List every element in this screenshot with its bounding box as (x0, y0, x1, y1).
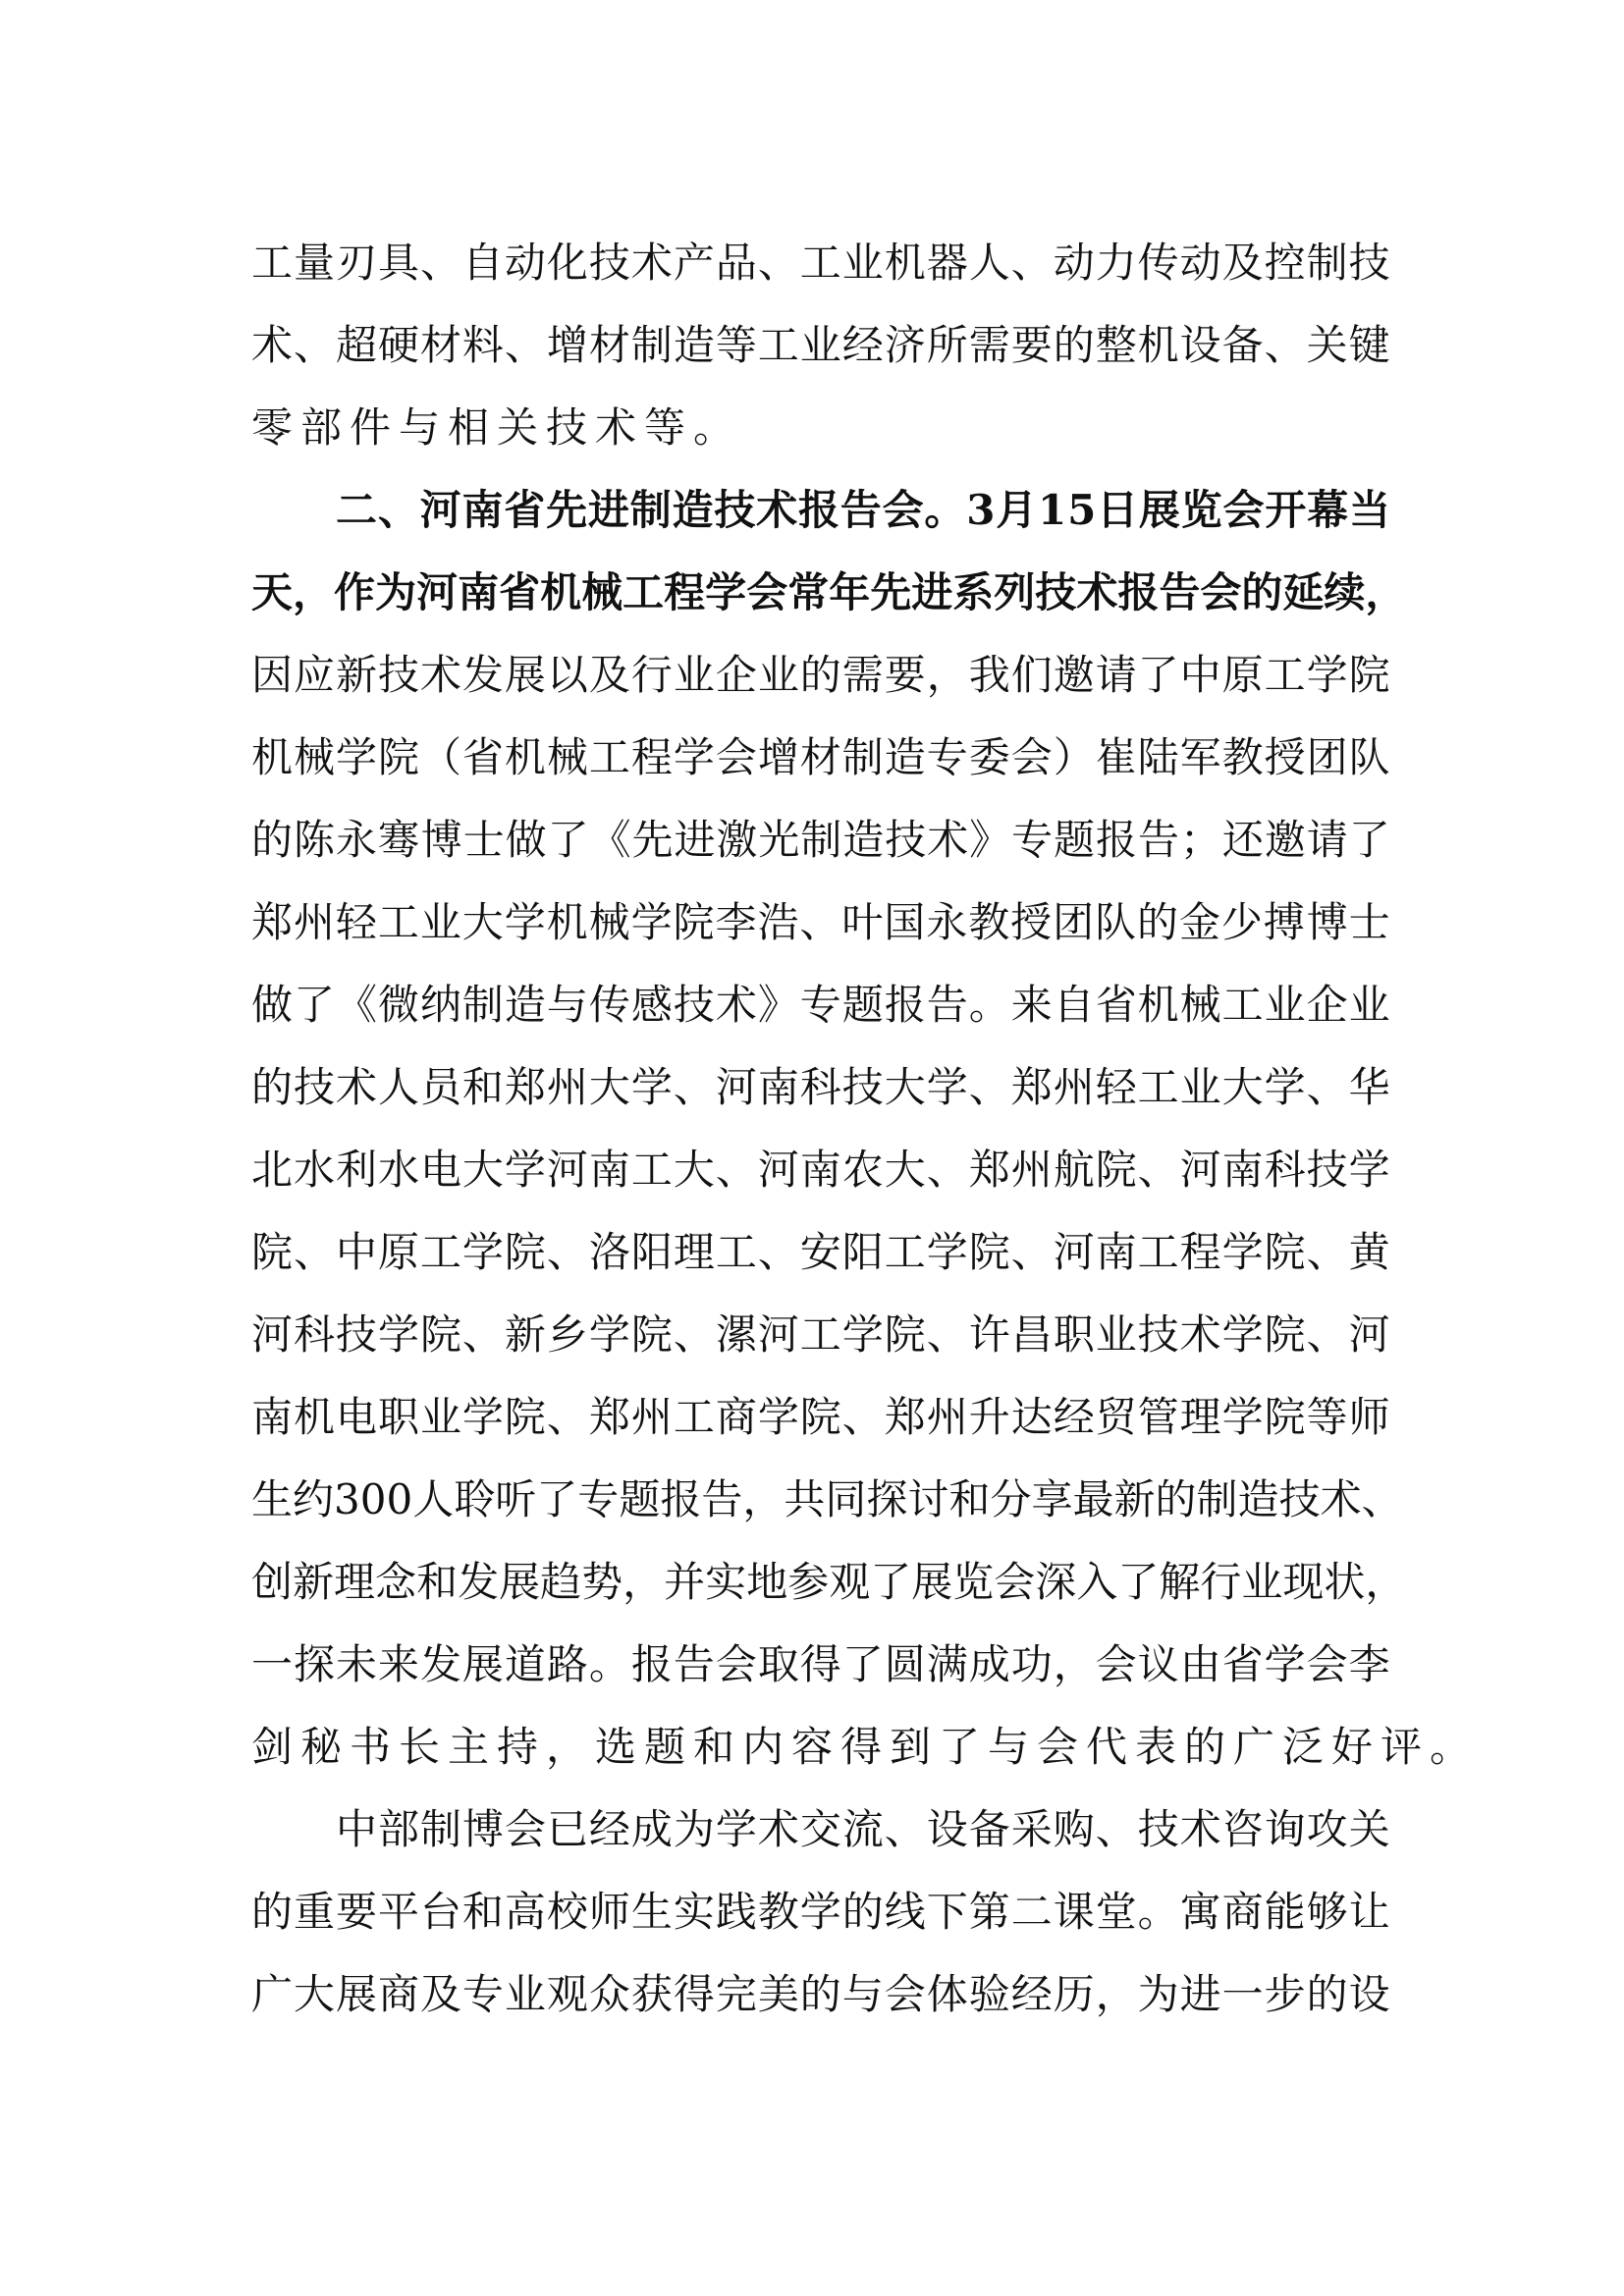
text-line: 河 科 技 学 院 、 新 乡 学 院 、 漯 河 工 学 院 、 许 昌 职 业 技 术 学 院 、 河 (251, 1310, 1390, 1359)
text-line: 院 、 中 原 工 学 院 、 洛 阳 理 工 、 安 阳 工 学 院 、 河 南 工 程 学 院 、 黄 (251, 1228, 1390, 1276)
text-line: 生 约 3 0 0 人 聆 听 了 专 题 报 告 ， 共 同 探 讨 和 分 享 最 新 的 制 造 技 术 、 (251, 1475, 1403, 1523)
text-line: 做 了 《 微 纳 制 造 与 传 感 技 术 》 专 题 报 告 。 来 自 省 机 械 工 业 企 业 (251, 981, 1390, 1029)
text-line: 零部件与相关技术等。 (251, 403, 743, 452)
text-line: 一 探 未 来 发 展 道 路 。 报 告 会 取 得 了 圆 满 成 功 ， 会 议 由 省 学 会 李 (251, 1640, 1390, 1688)
text-line: 机 械 学 院 （ 省 机 械 工 程 学 会 增 材 制 造 专 委 会 ） 崔 陆 军 教 授 团 队 (251, 733, 1390, 781)
text-line: 北 水 利 水 电 大 学 河 南 工 大 、 河 南 农 大 、 郑 州 航 院 、 河 南 科 技 学 (251, 1146, 1390, 1194)
text-line: 的 陈 永 骞 博 士 做 了 《 先 进 激 光 制 造 技 术 》 专 题 报 告 ； 还 邀 请 了 (251, 816, 1390, 864)
text-line: 的 重 要 平 台 和 高 校 师 生 实 践 教 学 的 线 下 第 二 课 堂 。 寓 商 能 够 让 (251, 1888, 1390, 1936)
text-line: 因 应 新 技 术 发 展 以 及 行 业 企 业 的 需 要 ， 我 们 邀 请 了 中 原 工 学 院 (251, 651, 1390, 699)
text-line: 的 技 术 人 员 和 郑 州 大 学 、 河 南 科 技 大 学 、 郑 州 轻 工 业 大 学 、 华 (251, 1063, 1390, 1111)
section-heading-line: 二 、 河 南 省 先 进 制 造 技 术 报 告 会 。 3 月 1 5 日 展 览 会 开 幕 当 (336, 486, 1390, 534)
text-line: 广 大 展 商 及 专 业 观 众 获 得 完 美 的 与 会 体 验 经 历 ， 为 进 一 步 的 设 (251, 1970, 1390, 2018)
text-line: 中 部 制 博 会 已 经 成 为 学 术 交 流 、 设 备 采 购 、 技 术 咨 询 攻 关 (336, 1805, 1390, 1853)
text-line: 创 新 理 念 和 发 展 趋 势 ， 并 实 地 参 观 了 展 览 会 深 入 了 解 行 业 现 状 ， (251, 1558, 1407, 1606)
text-line: 剑秘书长主持，选题和内容得到了与会代表的广泛好评。 (251, 1723, 1480, 1771)
text-line: 术 、 超 硬 材 料 、 增 材 制 造 等 工 业 经 济 所 需 要 的 整 机 设 备 、 关 键 (251, 321, 1390, 369)
section-heading-line: 天 ， 作 为 河 南 省 机 械 工 程 学 会 常 年 先 进 系 列 技 术 报 告 会 的 延 续 ， (251, 568, 1407, 616)
text-line: 工 量 刃 具 、 自 动 化 技 术 产 品 、 工 业 机 器 人 、 动 力 传 动 及 控 制 技 (251, 239, 1390, 287)
text-line: 郑 州 轻 工 业 大 学 机 械 学 院 李 浩 、 叶 国 永 教 授 团 队 的 金 少 搏 博 士 (251, 898, 1390, 946)
text-line: 南 机 电 职 业 学 院 、 郑 州 工 商 学 院 、 郑 州 升 达 经 贸 管 理 学 院 等 师 (251, 1393, 1390, 1441)
